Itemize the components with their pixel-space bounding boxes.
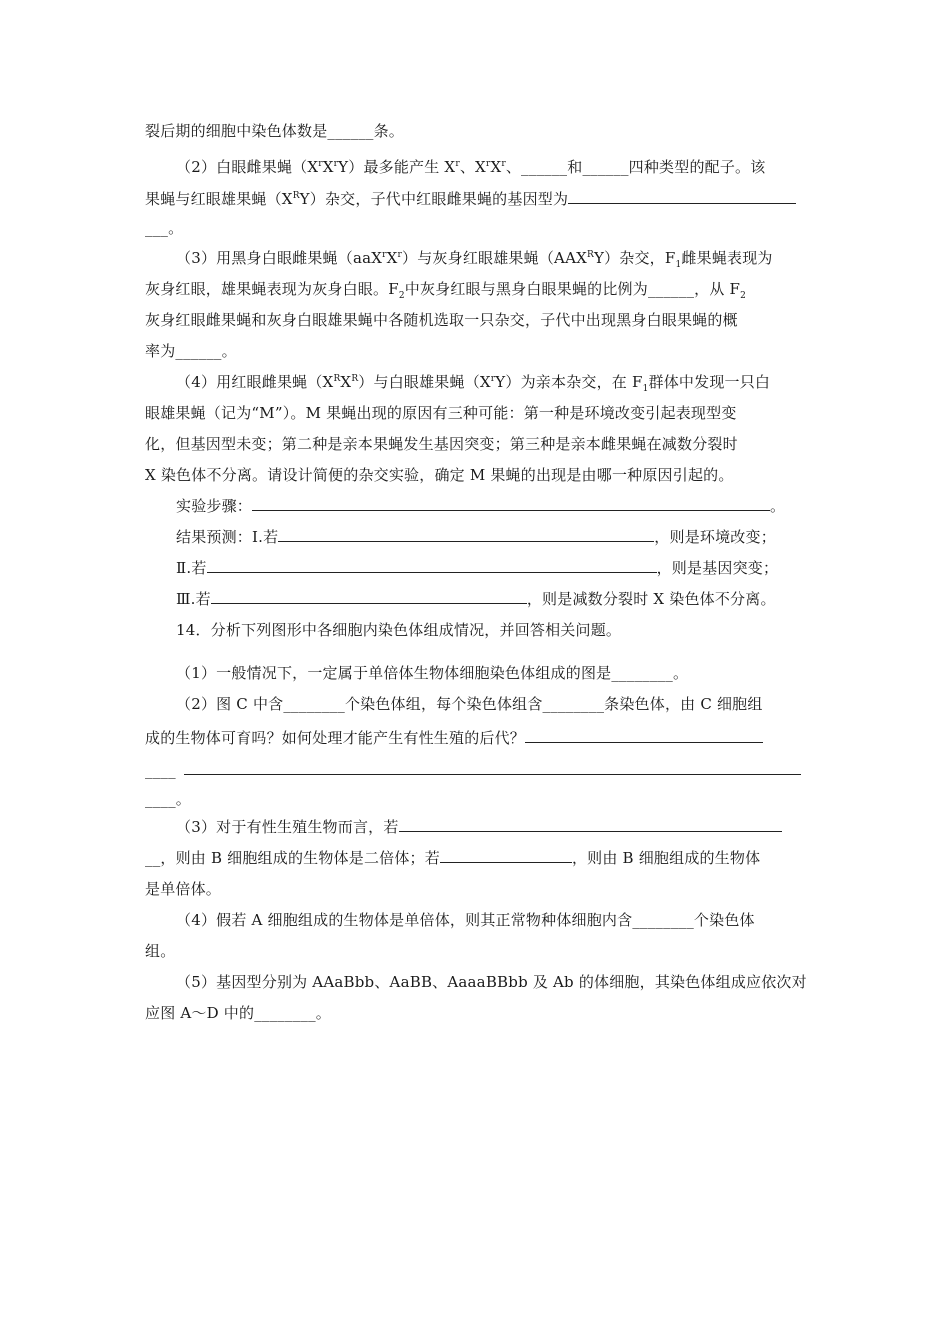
answer-blank[interactable] — [525, 728, 763, 743]
answer-blank[interactable] — [211, 589, 527, 604]
result-prediction-2: Ⅱ.若 ，则是基因突变； — [176, 559, 779, 577]
q14-stem: 14．分析下列图形中各细胞内染色体组成情况，并回答相关问题。 — [176, 621, 622, 639]
q13-part3-line3: 灰身红眼雌果蝇和灰身白眼雄果蝇中各随机选取一只杂交，子代中出现黑身白眼果蝇的概 — [145, 311, 738, 329]
q14-part5-line2: 应图 A～D 中的________。 — [145, 1004, 331, 1022]
q14-part2-line4: ____。 — [145, 790, 192, 808]
q13-part4-line4: X 染色体不分离。请设计简便的杂交实验，确定 M 果蝇的出现是由哪一种原因引起的。 — [145, 466, 734, 484]
answer-blank[interactable] — [207, 558, 657, 573]
result-prediction-1: 结果预测：Ⅰ.若 ，则是环境改变； — [176, 528, 776, 546]
answer-blank[interactable] — [278, 527, 654, 542]
q14-part2-line1: （2）图 C 中含________个染色体组，每个染色体组含________条染色体，由 C 细胞组 — [176, 695, 763, 713]
q13-part2-line3: ___。 — [145, 219, 184, 237]
q14-part3-line1: （3）对于有性生殖生物而言，若 — [176, 817, 782, 837]
q14-part3-line3: 是单倍体。 — [145, 880, 222, 898]
q14-part2-line3: ____ — [145, 760, 801, 780]
q14-part3-line2: __，则由 B 细胞组成的生物体是二倍体；若 ，则由 B 细胞组成的生物体 — [145, 849, 761, 867]
q13-part4-line2: 眼雄果蝇（记为“M”）。M 果蝇出现的原因有三种可能：第一种是环境改变引起表现型变 — [145, 404, 737, 422]
answer-blank[interactable] — [252, 496, 770, 511]
q13-part4-line3: 化，但基因型未变；第二种是亲本果蝇发生基因突变；第三种是亲本雌果蝇在减数分裂时 — [145, 435, 738, 453]
q13-part2-line1: （2）白眼雌果蝇$(X^rX^rY)$最多能产生 $X^r$、$X^rX^r$、______和______四种类型的配子。该 — [176, 158, 766, 176]
q13-part4-line1: （4）用红眼雌果蝇$(X^RX^R)$与白眼雄果蝇$(X^rY)$为亲本杂交，在 $F_1$群体中发现一只白 — [176, 373, 771, 394]
experiment-steps: 实验步骤： 。 — [176, 497, 786, 515]
answer-blank[interactable] — [399, 817, 782, 832]
q13-part2-line2: 果蝇与红眼雄果蝇$(X^RY)$杂交，子代中红眼雌果蝇的基因型为 — [145, 189, 796, 209]
q14-part4-line1: （4）假若 A 细胞组成的生物体是单倍体，则其正常物种体细胞内含________个染色体 — [176, 911, 755, 929]
q14-part4-line2: 组。 — [145, 942, 176, 960]
q13-part3-line2: 灰身红眼，雄果蝇表现为灰身白眼。$F_2$中灰身红眼与黑身白眼果蝇的比例为______，从 $F_2$ — [145, 280, 747, 301]
q13-part3-line4: 率为______。 — [145, 342, 237, 360]
q14-part1: （1）一般情况下，一定属于单倍体生物体细胞染色体组成的图是________。 — [176, 664, 689, 682]
result-prediction-3: Ⅲ.若 ，则是减数分裂时 X 染色体不分离。 — [176, 590, 776, 608]
q14-part2-line2: 成的生物体可育吗？如何处理才能产生有性生殖的后代？ — [145, 728, 763, 748]
answer-blank[interactable] — [440, 848, 572, 863]
answer-blank[interactable] — [568, 189, 796, 204]
q13-part3-line1: （3）用黑身白眼雌果蝇$(aaX^rX^r)$与灰身红眼雄果蝇$(AAX^RY)$杂交，$F_1$雌果蝇表现为 — [176, 249, 773, 270]
q14-part5-line1: （5）基因型分别为 AAaBbb、AaBB、AaaaBBbb 及 Ab 的体细胞，其染色体组成应依次对 — [176, 973, 807, 991]
answer-blank[interactable] — [184, 760, 801, 775]
q13-part1-tail: 裂后期的细胞中染色体数是______条。 — [145, 122, 405, 140]
